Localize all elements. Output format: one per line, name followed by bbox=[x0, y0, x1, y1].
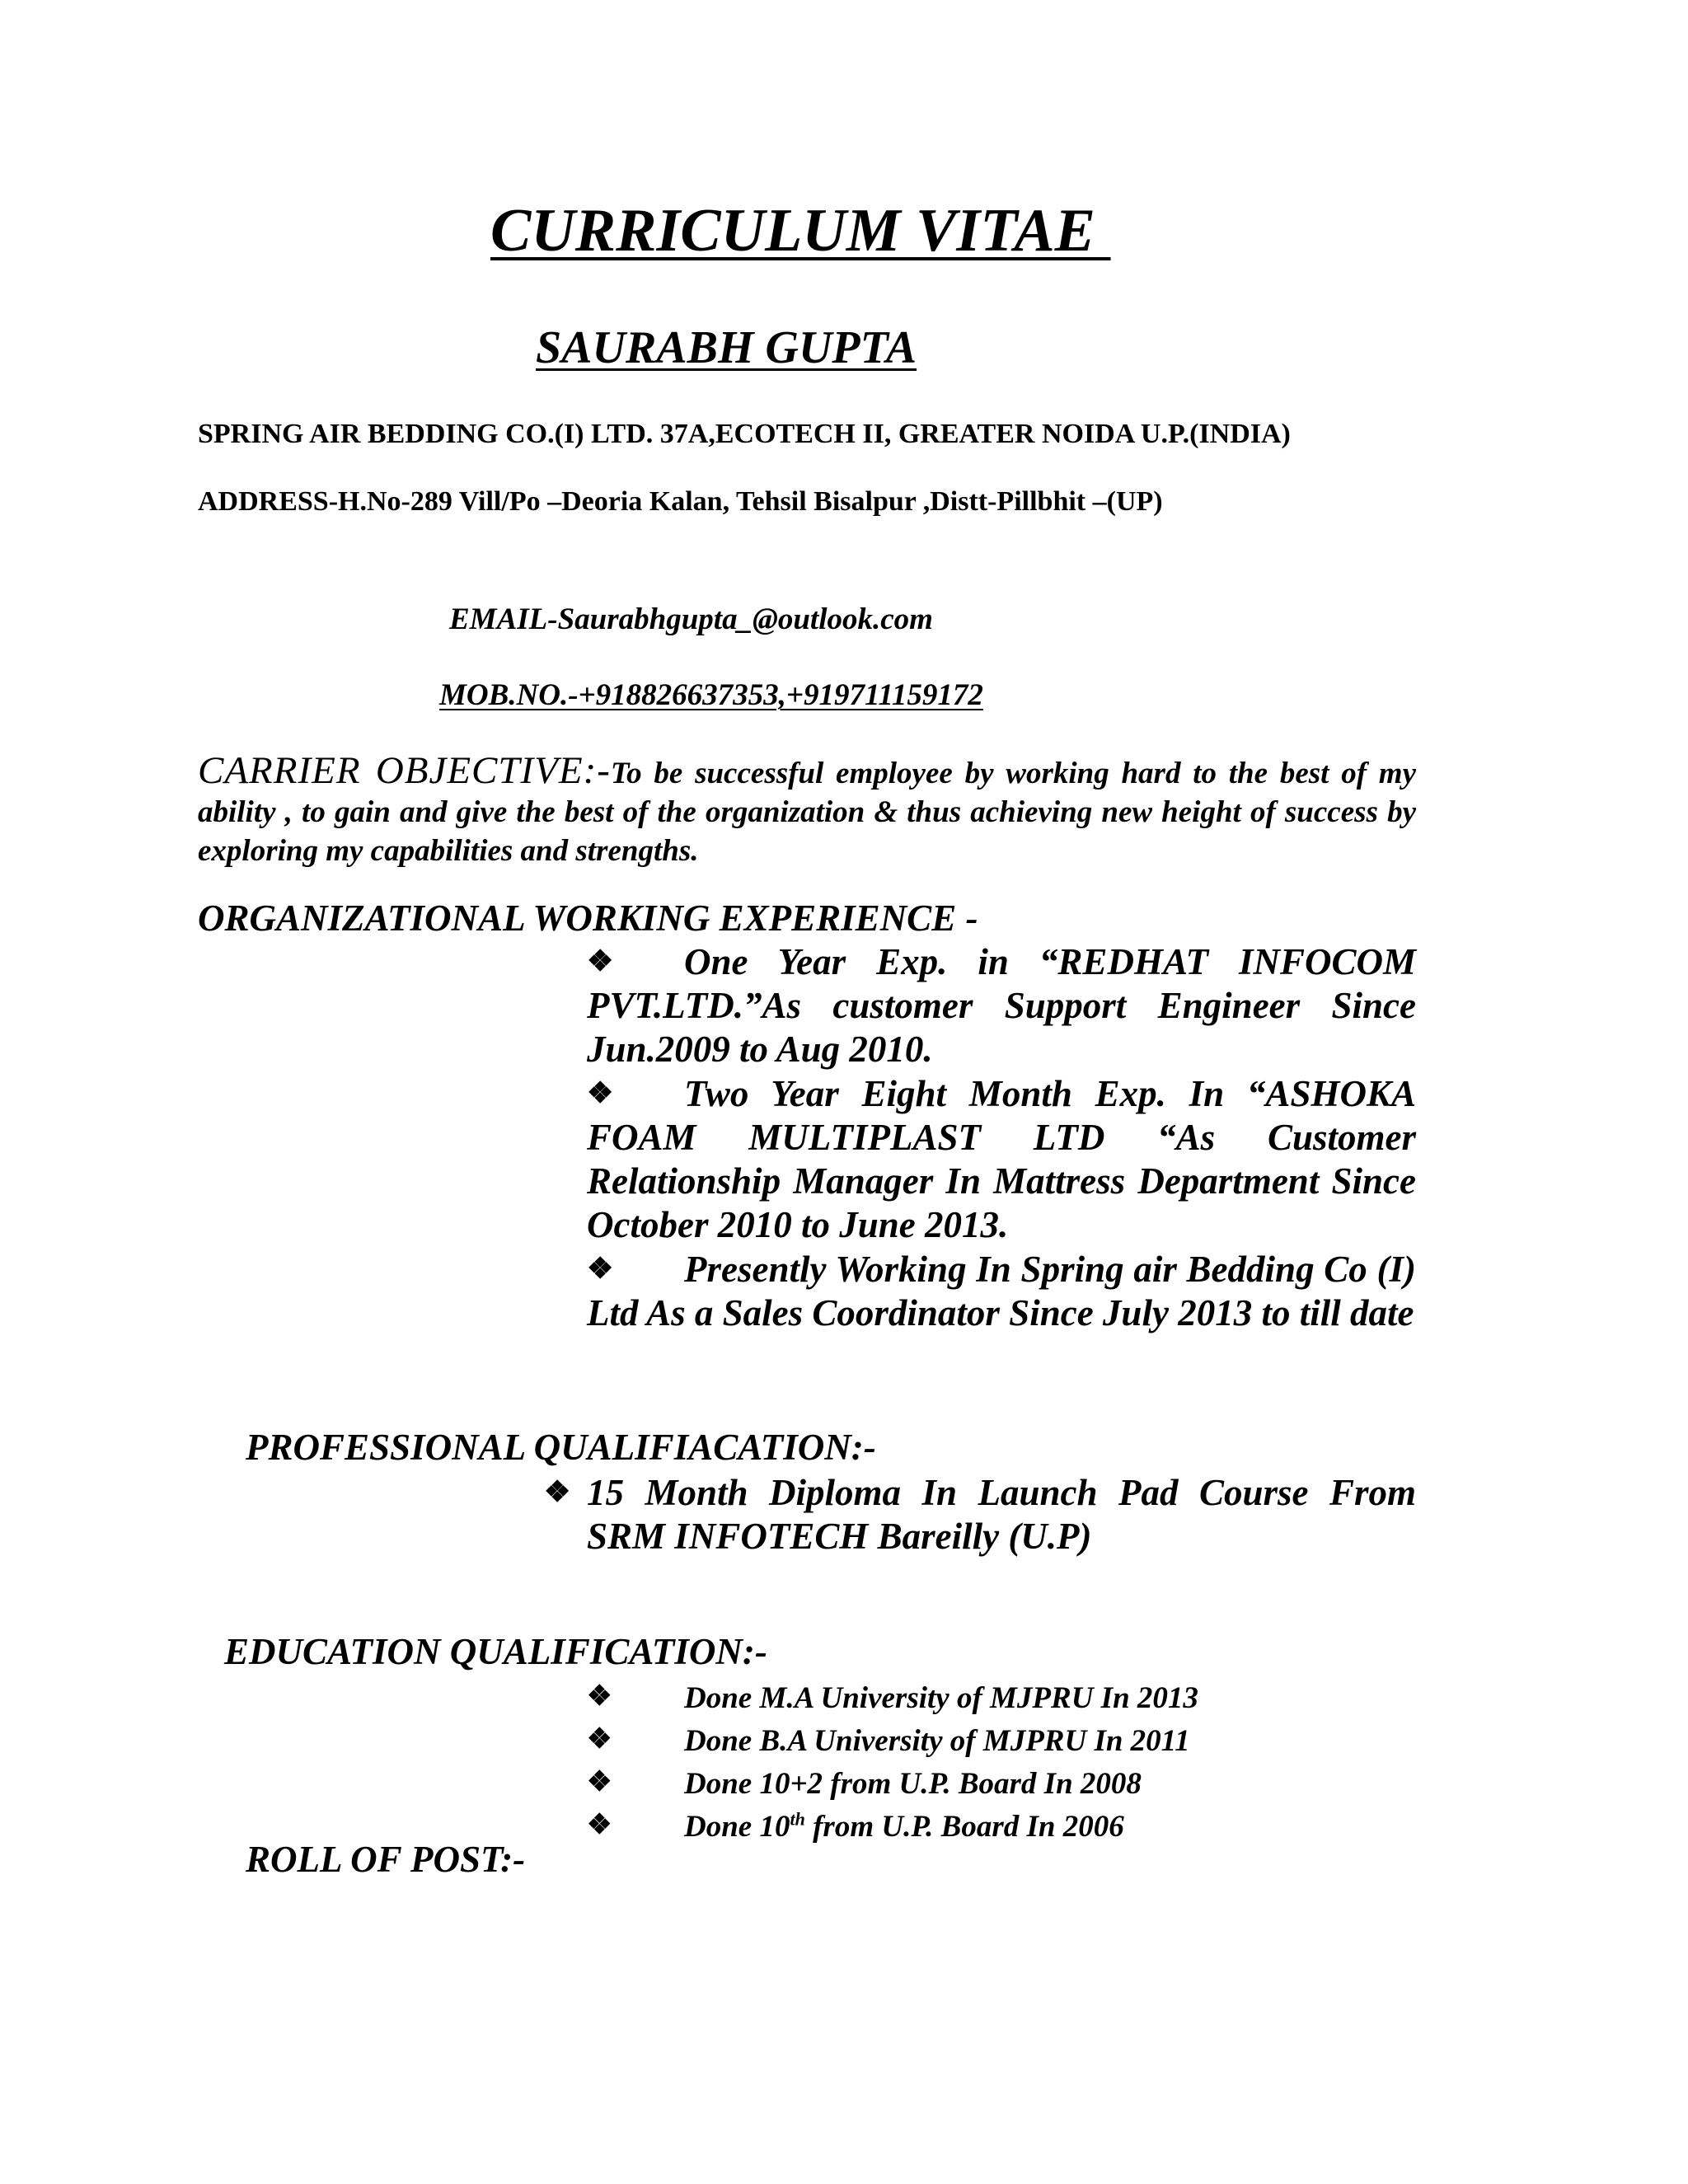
home-address-line: ADDRESS-H.No-289 Vill/Po –Deoria Kalan, Tehsil Bisalpur ,Distt-Pillbhit –(UP) bbox=[198, 486, 1163, 517]
candidate-name: SAURABH GUPTA bbox=[536, 322, 917, 373]
list-item bbox=[587, 940, 1416, 1071]
list-item bbox=[587, 1676, 1198, 1719]
company-address-line: SPRING AIR BEDDING CO.(I) LTD. 37A,ECOTECH II, GREATER NOIDA U.P.(INDIA) bbox=[198, 419, 1291, 449]
objective-heading: CARRIER OBJECTIVE:- bbox=[198, 749, 611, 792]
experience-list bbox=[587, 940, 1416, 1335]
diamond-bullet-icon: ❖ bbox=[587, 1724, 612, 1755]
diamond-bullet-icon: ❖ bbox=[587, 944, 614, 977]
experience-heading: ORGANIZATIONAL WORKING EXPERIENCE - bbox=[198, 898, 978, 939]
experience-item-text: One Year Exp. in “REDHAT INFOCOM PVT.LTD.”As customer Support Engineer Since Jun.2009 to Aug 2010. bbox=[587, 941, 1416, 1070]
roll-of-post-heading: ROLL OF POST:- bbox=[246, 1839, 526, 1880]
education-item-text: Done B.A University of MJPRU In 2011 bbox=[684, 1724, 1190, 1758]
education-item-prefix: Done 10 bbox=[684, 1810, 790, 1844]
diamond-bullet-icon: ❖ bbox=[587, 1681, 612, 1712]
experience-item-text: Presently Working In Spring air Bedding Co (I) Ltd As a Sales Coordinator Since July 2013 to till date bbox=[587, 1249, 1416, 1333]
list-item bbox=[544, 1470, 1416, 1558]
diamond-bullet-icon: ❖ bbox=[587, 1810, 612, 1840]
list-item bbox=[587, 1247, 1416, 1335]
education-list bbox=[587, 1676, 1198, 1848]
education-item-suffix: from U.P. Board In 2006 bbox=[804, 1810, 1124, 1844]
objective-text: To be successful employee by working hard to the best of my ability , to gain and give the best of the organization & thus achieving new height of success by exploring my capabilities and strengths. bbox=[198, 757, 1416, 868]
education-item-text: Done M.A University of MJPRU In 2013 bbox=[684, 1681, 1198, 1715]
diamond-bullet-icon: ❖ bbox=[587, 1076, 614, 1109]
list-item bbox=[587, 1762, 1198, 1805]
career-objective bbox=[198, 749, 1416, 870]
education-item-superscript: th bbox=[790, 1808, 805, 1830]
diamond-bullet-icon: ❖ bbox=[587, 1767, 612, 1797]
experience-item-text: Two Year Eight Month Exp. In “ASHOKA FOAM MULTIPLAST LTD “As Customer Relationship Manager In Mattress Department Since October 2010 to June 2013. bbox=[587, 1073, 1416, 1245]
list-item bbox=[587, 1805, 1198, 1848]
list-item bbox=[587, 1719, 1198, 1762]
education-item-text: Done 10+2 from U.P. Board In 2008 bbox=[684, 1767, 1142, 1801]
diamond-bullet-icon: ❖ bbox=[587, 1252, 614, 1285]
mobile-line: MOB.NO.-+918826637353,+919711159172 bbox=[439, 678, 983, 712]
diamond-bullet-icon: ❖ bbox=[544, 1475, 571, 1508]
list-item bbox=[587, 1071, 1416, 1247]
professional-item-text: 15 Month Diploma In Launch Pad Course From SRM INFOTECH Bareilly (U.P) bbox=[587, 1472, 1416, 1557]
email-line: EMAIL-Saurabhgupta_@outlook.com bbox=[449, 602, 933, 636]
professional-list bbox=[544, 1470, 1416, 1558]
professional-heading: PROFESSIONAL QUALIFIACATION:- bbox=[246, 1427, 876, 1468]
education-heading: EDUCATION QUALIFICATION:- bbox=[224, 1631, 767, 1672]
document-title: CURRICULUM VITAE bbox=[490, 197, 1111, 265]
